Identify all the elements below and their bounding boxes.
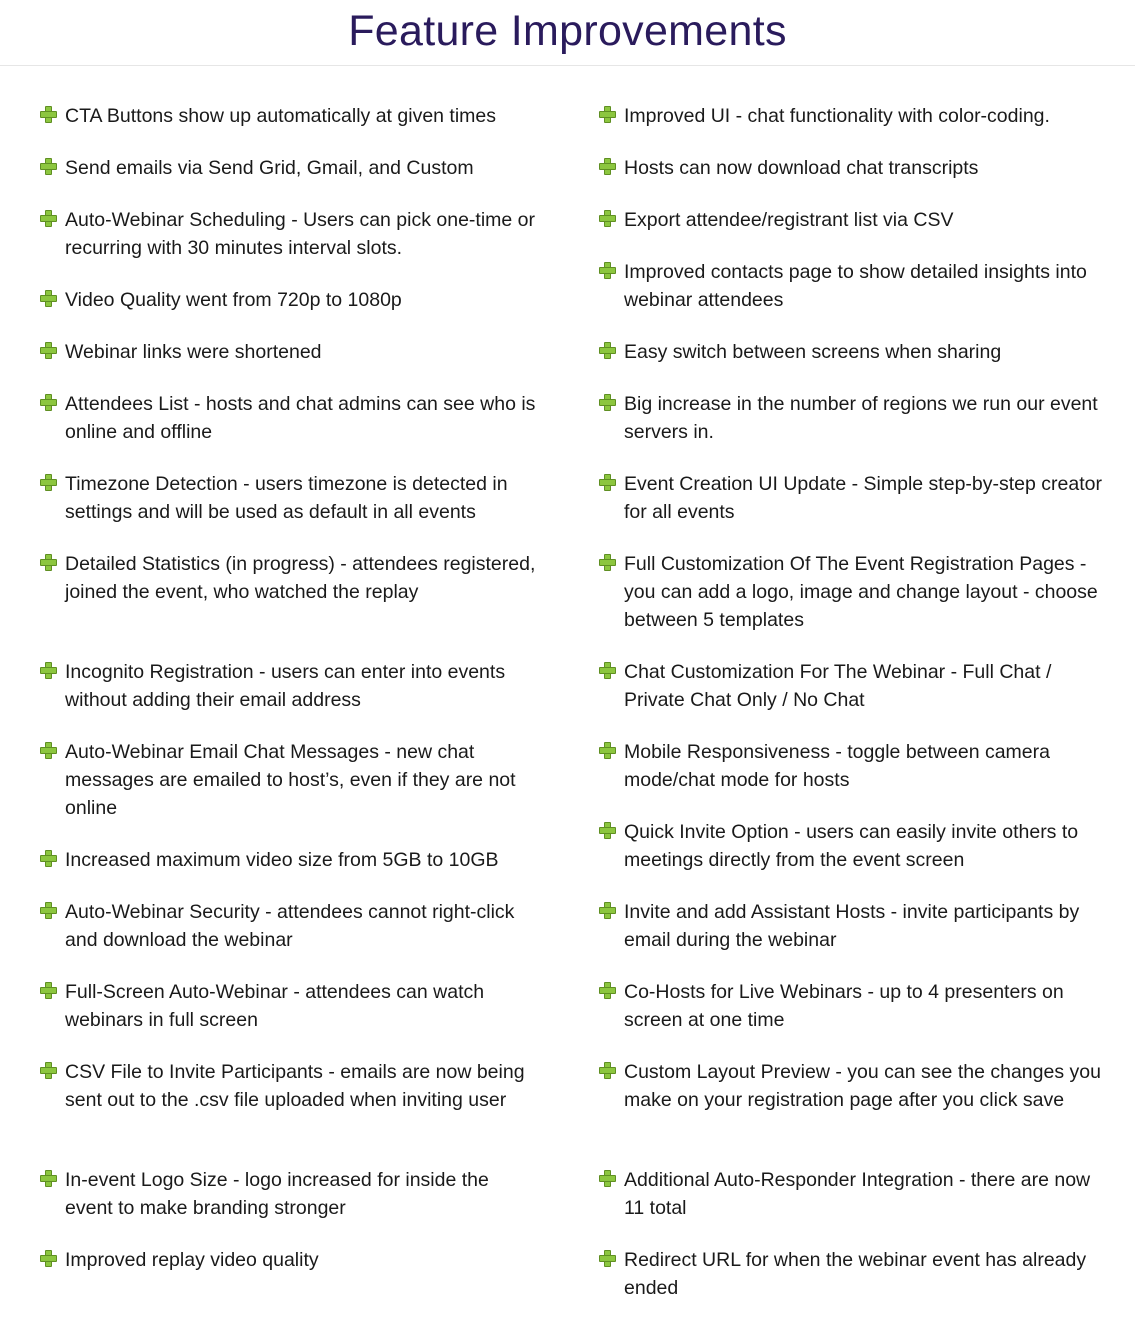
feature-text: Improved contacts page to show detailed insights into webinar attendees [624,261,1087,311]
feature-text: Auto-Webinar Scheduling - Users can pick one-time or recurring with 30 minutes interval slots. [65,209,536,259]
feature-text: Full Customization Of The Event Registration Pages - you can add a logo, image and change layout - choose between 5 templates [624,553,1098,631]
feature-text: CTA Buttons show up automatically at given times [65,105,497,127]
plus-icon [599,554,614,569]
plus-icon [599,210,614,225]
plus-icon [599,1250,614,1265]
plus-icon [40,902,55,917]
feature-text: Attendees List - hosts and chat admins can see who is online and offline [65,393,536,443]
plus-icon [40,850,55,865]
feature-text: Easy switch between screens when sharing [624,341,1002,363]
feature-text: Quick Invite Option - users can easily invite others to meetings directly from the event screen [624,821,1079,871]
plus-icon [599,822,614,837]
feature-text: Video Quality went from 720p to 1080p [65,289,402,311]
plus-icon [599,1062,614,1077]
feature-text: Full-Screen Auto-Webinar - attendees can watch webinars in full screen [65,981,485,1031]
plus-icon [599,342,614,357]
plus-icon [599,262,614,277]
plus-icon [40,742,55,757]
feature-text: Redirect URL for when the webinar event has already ended [624,1249,1087,1299]
page-header [0,0,1135,66]
plus-icon [599,742,614,757]
page-title: Feature Improvements [348,7,787,55]
plus-icon [599,662,614,677]
plus-icon [40,982,55,997]
plus-icon [599,1170,614,1185]
feature-text: Co-Hosts for Live Webinars - up to 4 presenters on screen at one time [624,981,1064,1031]
feature-text: Event Creation UI Update - Simple step-by-step creator for all events [624,473,1102,523]
plus-icon [40,290,55,305]
plus-icon [599,982,614,997]
feature-text: Custom Layout Preview - you can see the changes you make on your registration page after you click save [624,1061,1101,1111]
plus-icon [40,158,55,173]
plus-icon [599,394,614,409]
feature-text: Improved replay video quality [65,1249,319,1271]
plus-icon [599,902,614,917]
feature-text: Mobile Responsiveness - toggle between camera mode/chat mode for hosts [624,741,1050,791]
feature-text: Export attendee/registrant list via CSV [624,209,954,231]
feature-text: Additional Auto-Responder Integration - there are now 11 total [624,1169,1091,1219]
plus-icon [40,554,55,569]
feature-text: Auto-Webinar Security - attendees cannot right-click and download the webinar [65,901,515,951]
plus-icon [40,662,55,677]
feature-text: CSV File to Invite Participants - emails are now being sent out to the .csv file uploaded when inviting user [65,1061,525,1111]
plus-icon [40,1250,55,1265]
plus-icon [40,394,55,409]
feature-text: Invite and add Assistant Hosts - invite participants by email during the webinar [624,901,1080,951]
feature-text: Increased maximum video size from 5GB to 10GB [65,849,499,871]
feature-text: Webinar links were shortened [65,341,322,363]
feature-text: In-event Logo Size - logo increased for inside the event to make branding stronger [65,1169,489,1219]
plus-icon [40,1062,55,1077]
feature-text: Improved UI - chat functionality with color-coding. [624,105,1050,127]
feature-text: Detailed Statistics (in progress) - attendees registered, joined the event, who watched the replay [65,553,536,603]
plus-icon [40,106,55,121]
feature-text: Chat Customization For The Webinar - Full Chat / Private Chat Only / No Chat [624,661,1052,711]
plus-icon [599,158,614,173]
feature-text: Timezone Detection - users timezone is detected in settings and will be used as default in all events [65,473,508,523]
plus-icon [40,342,55,357]
feature-text: Hosts can now download chat transcripts [624,157,979,179]
plus-icon [40,1170,55,1185]
feature-text: Send emails via Send Grid, Gmail, and Custom [65,157,474,179]
plus-icon [40,210,55,225]
feature-text: Auto-Webinar Email Chat Messages - new chat messages are emailed to host’s, even if they are not online [65,741,516,819]
plus-icon [599,474,614,489]
feature-text: Incognito Registration - users can enter into events without adding their email address [65,661,506,711]
feature-text: Big increase in the number of regions we run our event servers in. [624,393,1098,443]
plus-icon [599,106,614,121]
plus-icon [40,474,55,489]
